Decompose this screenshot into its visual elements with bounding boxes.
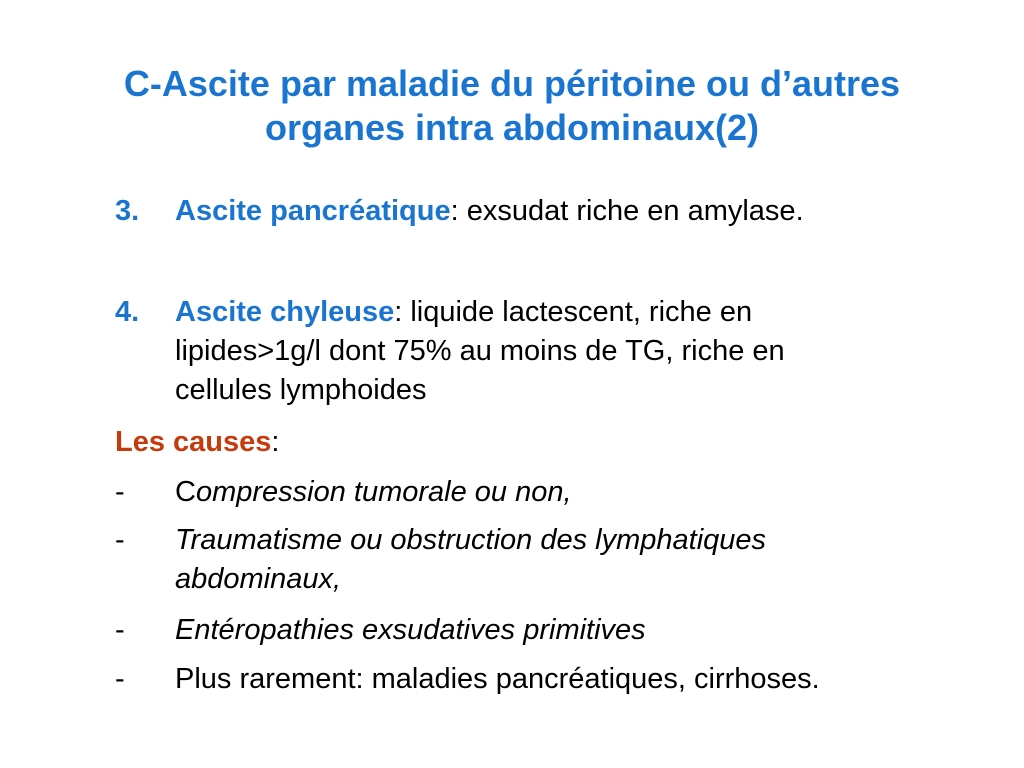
cause-1 — [175, 474, 572, 511]
item-3-term: Ascite pancréatique — [175, 195, 451, 227]
item-3-description: : exsudat riche en amylase. — [450, 195, 804, 227]
cause-3: Entéropathies exsudatives primitives — [175, 614, 646, 646]
cause-4: Plus rarement: maladies pancréatiques, cirrhoses. — [175, 663, 820, 695]
item-4-line-1 — [175, 294, 752, 331]
causes-heading — [115, 424, 279, 461]
cause-2-line-1: Traumatisme ou obstruction des lymphatiques — [175, 524, 767, 556]
item-4-number: 4. — [115, 296, 140, 328]
item-4-term: Ascite chyleuse — [175, 296, 395, 328]
item-3-number: 3. — [115, 195, 140, 227]
item-4-line-3: cellules lymphoides — [175, 374, 427, 406]
cause-1-lead: C — [175, 476, 196, 508]
cause-2-line-2: abdominaux, — [175, 563, 342, 595]
causes-label: Les causes — [115, 426, 272, 458]
slide-title-line-2: organes intra abdominaux(2) — [264, 107, 760, 148]
cause-1-text: ompression tumorale ou non, — [195, 476, 572, 508]
item-4-line-2: lipides>1g/l dont 75% au moins de TG, riche en — [175, 335, 785, 367]
slide-title-line-1: C-Ascite par maladie du péritoine ou d’autres — [123, 63, 901, 104]
cause-3-marker: - — [115, 614, 125, 646]
cause-1-marker: - — [115, 476, 125, 508]
cause-2-marker: - — [115, 524, 125, 556]
item-4-description: : liquide lactescent, riche en — [394, 296, 753, 328]
causes-colon: : — [271, 426, 280, 458]
cause-4-marker: - — [115, 663, 125, 695]
item-3-line-1 — [175, 193, 804, 230]
